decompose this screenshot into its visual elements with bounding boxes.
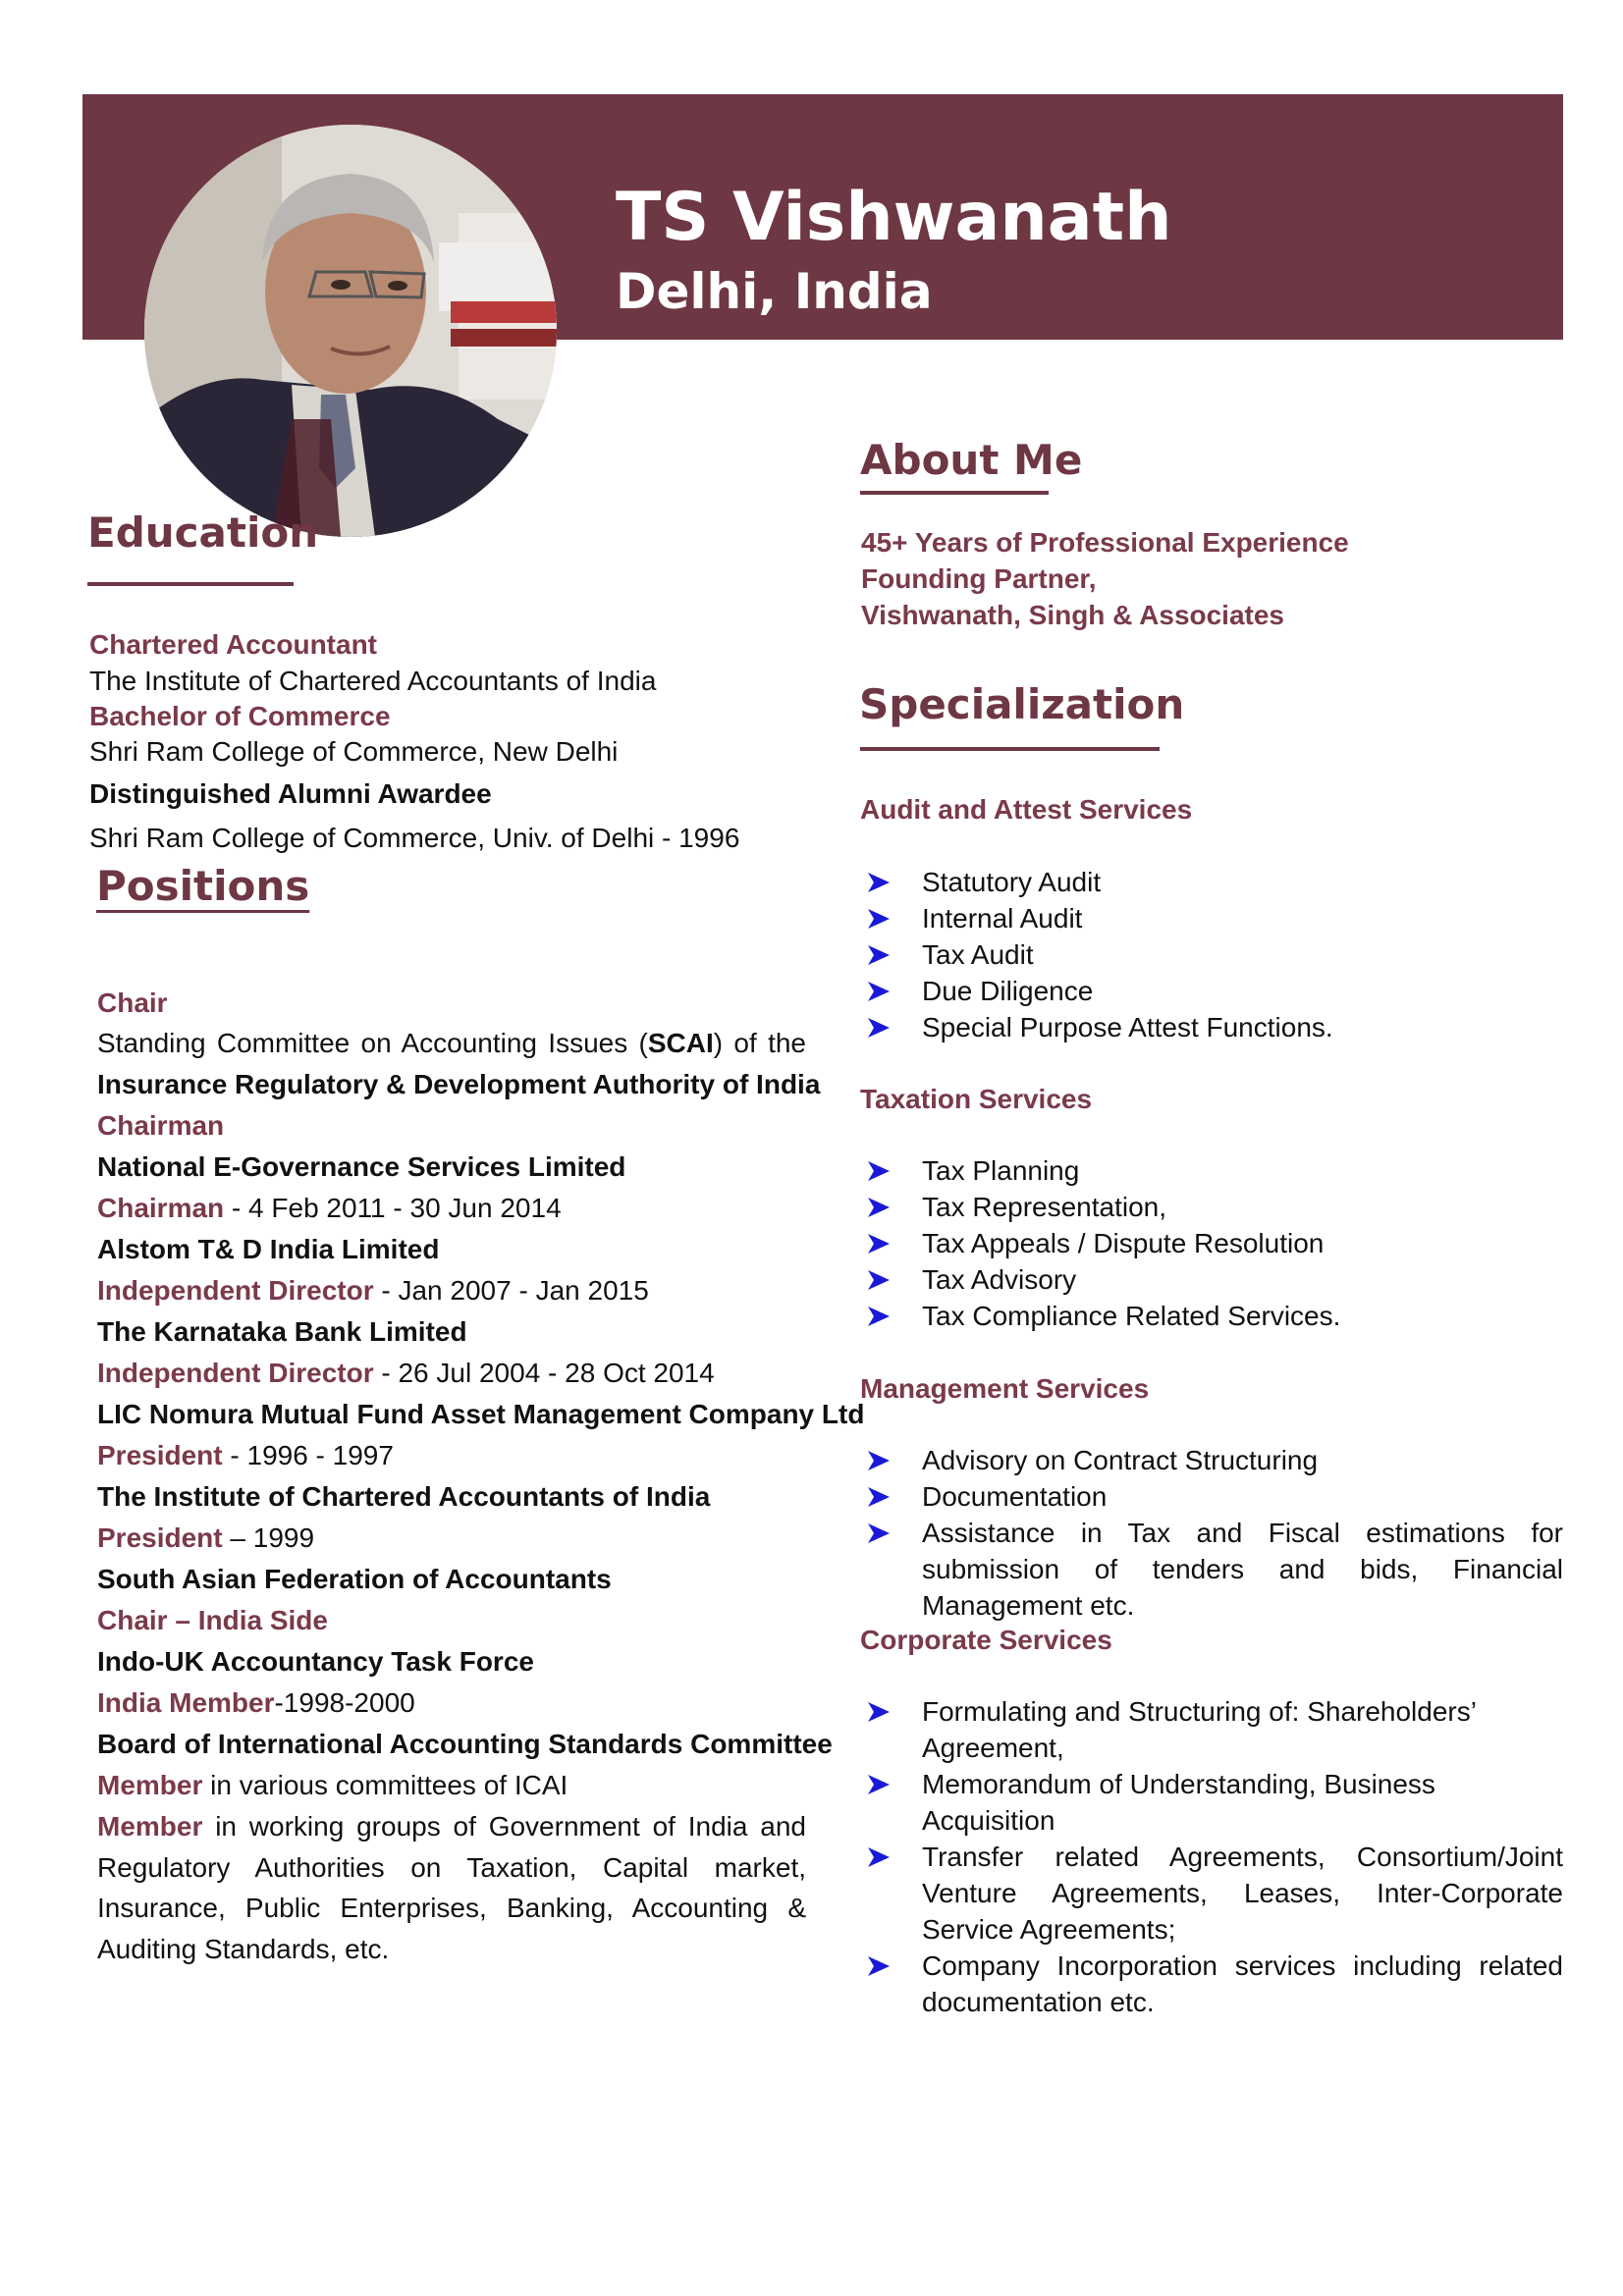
person-location: Delhi, India — [616, 263, 933, 320]
arrow-bullet-icon — [868, 1523, 890, 1543]
person-name: TS Vishwanath — [616, 179, 1172, 256]
position-org: The Institute of Chartered Accountants of India — [97, 1481, 711, 1512]
arrow-bullet-icon — [868, 1270, 890, 1290]
list-item — [868, 1298, 1563, 1334]
position-dates: -1998-2000 — [274, 1687, 415, 1718]
list-item — [868, 1948, 1563, 2020]
list-item — [868, 1478, 1563, 1515]
position-role: Chairman — [97, 1110, 225, 1141]
position-role: Chairman — [97, 1193, 225, 1223]
about-heading: About Me — [860, 436, 1083, 484]
list-item — [868, 1442, 1563, 1478]
list-item — [868, 1152, 1563, 1189]
position-role-line — [97, 1772, 806, 1799]
list-item — [868, 1515, 1563, 1624]
list-item — [868, 1839, 1563, 1948]
position-org: South Asian Federation of Accountants — [97, 1564, 612, 1594]
education-heading: Education — [87, 508, 319, 557]
portrait-illustration — [144, 125, 557, 537]
arrow-bullet-icon — [868, 1307, 890, 1326]
position-org: LIC Nomura Mutual Fund Asset Management Company Ltd — [97, 1399, 865, 1429]
position-scai-line — [97, 1030, 806, 1057]
list-item-text: Advisory on Contract Structuring — [922, 1445, 1319, 1475]
position-dates: - 4 Feb 2011 - 30 Jun 2014 — [224, 1193, 562, 1223]
specialization-list — [868, 1442, 1563, 1624]
arrow-bullet-icon — [868, 1775, 890, 1794]
education-award: Distinguished Alumni Awardee — [89, 778, 492, 809]
specialization-heading: Specialization — [859, 680, 1185, 728]
position-role-line — [97, 1195, 806, 1222]
list-item-text: Memorandum of Understanding, Business Acquisition — [922, 1769, 1435, 1836]
list-item-text: Tax Appeals / Dispute Resolution — [922, 1228, 1325, 1258]
list-item-text: Special Purpose Attest Functions. — [922, 1012, 1333, 1042]
list-item-text: Tax Compliance Related Services. — [922, 1301, 1341, 1331]
education-award-detail: Shri Ram College of Commerce, Univ. of Delhi - 1996 — [89, 823, 740, 853]
arrow-bullet-icon — [868, 945, 890, 965]
arrow-bullet-icon — [868, 1198, 890, 1217]
position-role-line — [97, 1524, 806, 1552]
position-role: Independent Director — [97, 1358, 374, 1388]
education-underline — [87, 582, 294, 586]
list-item — [868, 1766, 1563, 1839]
list-item — [868, 973, 1563, 1009]
position-role: Member — [97, 1811, 203, 1842]
education-degree: Bachelor of Commerce — [89, 701, 391, 731]
position-role-line — [97, 1442, 806, 1469]
list-item-text: Statutory Audit — [922, 867, 1102, 897]
arrow-bullet-icon — [868, 873, 890, 892]
position-dates: - 1996 - 1997 — [222, 1440, 394, 1470]
specialization-group-title: Management Services — [860, 1373, 1150, 1404]
position-role: President — [97, 1522, 223, 1553]
specialization-list — [868, 1152, 1563, 1334]
list-item-text: Formulating and Structuring of: Shareholders’ Agreement, — [922, 1696, 1476, 1763]
arrow-bullet-icon — [868, 1234, 890, 1254]
position-role: Member — [97, 1770, 203, 1800]
position-dates: - Jan 2007 - Jan 2015 — [373, 1275, 649, 1306]
scai-text-before: Standing Committee on Accounting Issues ( — [97, 1028, 648, 1058]
list-item — [868, 1009, 1563, 1045]
list-item-text: Due Diligence — [922, 976, 1094, 1006]
list-item-text: Tax Audit — [922, 939, 1034, 970]
arrow-bullet-icon — [868, 1847, 890, 1867]
arrow-bullet-icon — [868, 1161, 890, 1181]
position-role: Independent Director — [97, 1275, 374, 1306]
position-detail: in working groups of Government of India and Regulatory Authorities on Taxation, Capital market, Insurance, Public Enterprises, Banking, Accounting & Auditing Standards, etc. — [97, 1811, 806, 1964]
about-line: 45+ Years of Professional Experience — [861, 527, 1349, 558]
about-line: Vishwanath, Singh & Associates — [861, 600, 1285, 630]
list-item — [868, 1261, 1563, 1298]
specialization-underline — [860, 747, 1160, 751]
arrow-bullet-icon — [868, 909, 890, 929]
about-underline — [860, 491, 1049, 495]
list-item — [868, 1693, 1563, 1766]
position-role-line — [97, 1689, 806, 1717]
arrow-bullet-icon — [868, 1018, 890, 1038]
position-org: The Karnataka Bank Limited — [97, 1316, 467, 1347]
list-item-text: Transfer related Agreements, Consortium/Joint Venture Agreements, Leases, Inter-Corporate Service Agreements; — [922, 1842, 1563, 1945]
position-detail: in various committees of ICAI — [202, 1770, 568, 1800]
position-org: Board of International Accounting Standards Committee — [97, 1729, 833, 1759]
list-item — [868, 1225, 1563, 1261]
arrow-bullet-icon — [868, 1451, 890, 1470]
list-item-text: Tax Planning — [922, 1155, 1080, 1186]
specialization-group-title: Taxation Services — [860, 1084, 1093, 1114]
position-role-line — [97, 1607, 806, 1634]
position-org: National E-Governance Services Limited — [97, 1151, 626, 1182]
list-item — [868, 864, 1563, 900]
list-item-text: Documentation — [922, 1481, 1108, 1512]
specialization-group-title: Corporate Services — [860, 1625, 1112, 1655]
arrow-bullet-icon — [868, 1487, 890, 1507]
education-institution: Shri Ram College of Commerce, New Delhi — [89, 736, 619, 767]
position-role: India Member — [97, 1687, 275, 1718]
position-role: Chair – India Side — [97, 1605, 328, 1635]
list-item — [868, 900, 1563, 936]
position-role-line — [97, 1277, 806, 1305]
education-degree: Chartered Accountant — [89, 629, 378, 660]
list-item-text: Assistance in Tax and Fiscal estimations for submission of tenders and bids, Financial Management etc. — [922, 1518, 1563, 1621]
profile-photo — [144, 125, 557, 537]
scai-abbreviation: SCAI — [647, 1028, 714, 1058]
specialization-list — [868, 1693, 1563, 2020]
position-org: Indo-UK Accountancy Task Force — [97, 1646, 534, 1677]
list-item-text: Company Incorporation services including related documentation etc. — [922, 1950, 1563, 2017]
scai-text-after: ) of the — [713, 1028, 806, 1058]
list-item-text: Tax Advisory — [922, 1264, 1077, 1295]
list-item — [868, 936, 1563, 973]
arrow-bullet-icon — [868, 982, 890, 1001]
about-line: Founding Partner, — [861, 563, 1097, 594]
education-institution: The Institute of Chartered Accountants of India — [89, 666, 657, 696]
specialization-group-title: Audit and Attest Services — [860, 794, 1193, 825]
arrow-bullet-icon — [868, 1956, 890, 1976]
position-paragraph — [97, 1806, 806, 1969]
position-role-line — [97, 1112, 806, 1140]
specialization-list — [868, 864, 1563, 1045]
list-item-text: Internal Audit — [922, 903, 1083, 934]
position-dates: – 1999 — [222, 1522, 315, 1553]
position-role: Chair — [97, 988, 168, 1018]
position-org: Alstom T& D India Limited — [97, 1234, 440, 1264]
arrow-bullet-icon — [868, 1702, 890, 1722]
list-item-text: Tax Representation, — [922, 1192, 1167, 1222]
positions-heading: Positions — [96, 862, 310, 910]
position-org: Insurance Regulatory & Development Authority of India — [97, 1069, 821, 1099]
position-dates: - 26 Jul 2004 - 28 Oct 2014 — [373, 1358, 715, 1388]
position-role-line — [97, 1360, 806, 1387]
list-item — [868, 1189, 1563, 1225]
position-role: President — [97, 1440, 223, 1470]
